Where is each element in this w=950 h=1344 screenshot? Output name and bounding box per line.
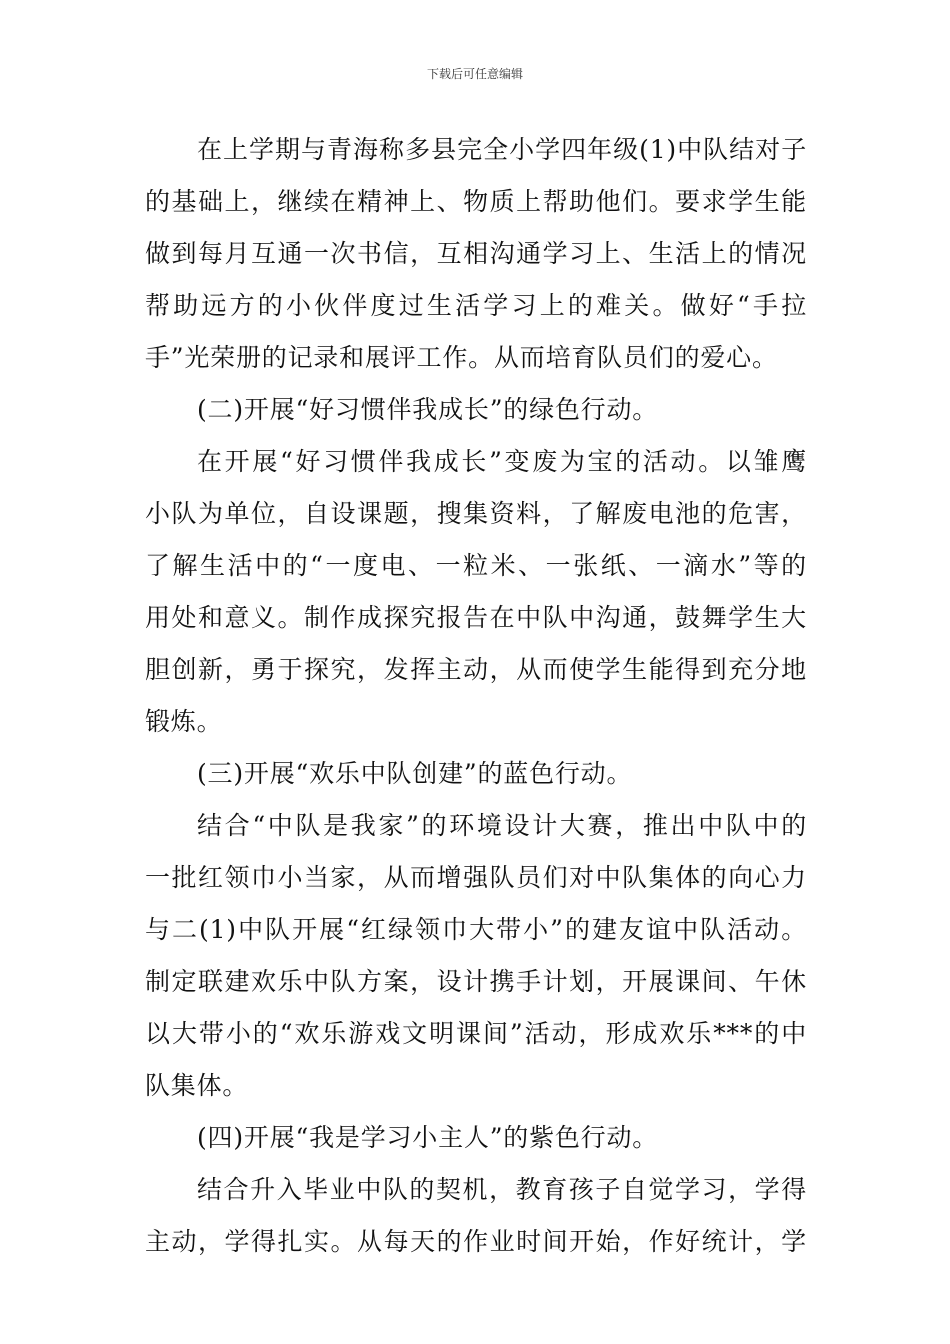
text-line: (三)开展“欢乐中队创建”的蓝色行动。	[197, 759, 633, 788]
text-line: (四)开展“我是学习小主人”的紫色行动。	[197, 1123, 659, 1152]
text-line: 用处和意义。制作成探究报告在中队中沟通，鼓舞学生大	[145, 603, 807, 632]
text-line: 锻炼。	[145, 707, 223, 736]
text-line: 的基础上，继续在精神上、物质上帮助他们。要求学生能	[145, 187, 807, 216]
text-line: 以大带小的“欢乐游戏文明课间”活动，形成欢乐***的中	[145, 1019, 807, 1048]
text-line: 手”光荣册的记录和展评工作。从而培育队员们的爱心。	[145, 343, 778, 372]
text-line: 结合升入毕业中队的契机，教育孩子自觉学习，学得	[197, 1175, 807, 1204]
text-line: 在开展“好习惯伴我成长”变废为宝的活动。以雏鹰	[197, 447, 807, 476]
text-line: 队集体。	[145, 1071, 249, 1100]
text-line: (二)开展“好习惯伴我成长”的绿色行动。	[197, 395, 659, 424]
text-line: 小队为单位，自设课题，搜集资料，了解废电池的危害，	[145, 499, 807, 528]
text-line: 一批红领巾小当家，从而增强队员们对中队集体的向心力	[145, 863, 807, 892]
text-line: 在上学期与青海称多县完全小学四年级(1)中队结对子	[197, 135, 807, 164]
text-line: 了解生活中的“一度电、一粒米、一张纸、一滴水”等的	[145, 551, 807, 580]
text-line: 结合“中队是我家”的环境设计大赛，推出中队中的	[197, 811, 807, 840]
text-line: 做到每月互通一次书信，互相沟通学习上、生活上的情况	[145, 239, 807, 268]
page-header: 下载后可任意编辑	[426, 67, 523, 81]
text-line: 帮助远方的小伙伴度过生活学习上的难关。做好“手拉	[145, 291, 807, 320]
text-line: 与二(1)中队开展“红绿领巾大带小”的建友谊中队活动。	[145, 915, 807, 944]
document-body	[145, 124, 807, 1268]
text-line: 胆创新，勇于探究，发挥主动，从而使学生能得到充分地	[145, 655, 807, 684]
text-line: 制定联建欢乐中队方案，设计携手计划，开展课间、午休	[145, 967, 807, 996]
text-line: 主动，学得扎实。从每天的作业时间开始，作好统计，学	[145, 1227, 807, 1256]
